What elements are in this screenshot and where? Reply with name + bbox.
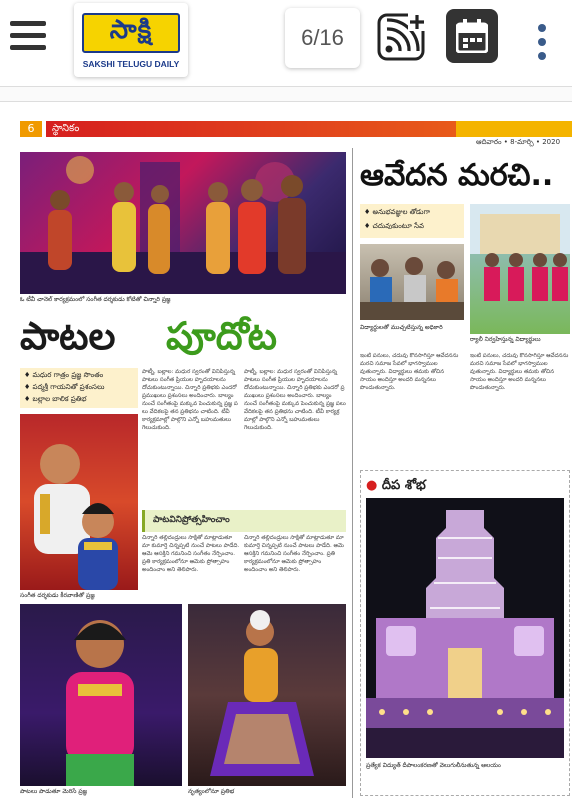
subheading-text: పాటవినిప్రోత్సహించాం: [153, 515, 230, 525]
logo-subtitle: SAKSHI TELUGU DAILY: [82, 59, 180, 69]
headline-part2: పూదోట: [166, 314, 277, 358]
dance-photo[interactable]: [188, 604, 346, 786]
subheading-box: [142, 510, 346, 532]
temple-photo[interactable]: [366, 498, 564, 758]
right-bullet-1: ♦ అనుభవజ్ఞుల తోడుగా: [364, 208, 431, 216]
body-paragraph-col2: చిన్నారి తల్లిదండ్రులు సాక్షితో మాట్లాడుతూ మా కుమార్తె చిన్నప్పటి నుంచే పాటలు పాడేది. ఆమె ఆసక్తిని గమనించి సంగీతం నేర్పించాం. ప్రతి కార్యక్రమంలోనూ ఆమెకు ప్రోత్సాహం అందించాం అని తెలిపారు.: [244, 535, 344, 573]
column-divider: [352, 148, 353, 798]
date-line: ఆదివారం • 8-మార్చి • 2020: [476, 138, 561, 146]
right-bullet-2: ♦ చదువుకుంటూ సేవ: [364, 222, 424, 230]
headline-part1: పాటల: [20, 314, 116, 358]
page-number: 6: [20, 121, 42, 137]
logo-text: సాక్షి: [109, 15, 153, 45]
right-paragraph-col1: ఇంటి పనులు, చదువు కొనసాగిస్తూ ఆవేదనను మరచి సమాజ సేవలో భాగస్వాములవుతున్నారు. విద్యార్థులు తమకు తోచిన సాయం అందిస్తూ అందరి మన్ననలు పొందుతున్నారు.: [360, 353, 459, 391]
deepa-section-title: ● దీప శోభ: [366, 478, 426, 493]
sakshi-logo[interactable]: [74, 3, 188, 77]
bullets-box: [20, 368, 138, 408]
stage-photo[interactable]: [20, 152, 346, 294]
singing-photo-caption: పాటలు పాడుతూ మెరిసే ప్రజ్ఞ: [20, 788, 88, 795]
logo-plate: [82, 13, 180, 53]
epaper-page[interactable]: [16, 118, 572, 800]
deepa-title-text: దీప శోభ: [381, 478, 426, 493]
calendar-icon[interactable]: [446, 9, 498, 63]
composer-photo[interactable]: [20, 414, 138, 590]
section-title: స్థానికం: [52, 123, 80, 134]
bullet-2: ♦ పద్మశ్రీ గాయనితో ప్రశంసలు: [24, 383, 105, 391]
lead-paragraph-col2: పాట్నీ, బల్లాల: మధుర స్వరంతో వినిపిస్తున్న పాటలు సంగీత ప్రియుల హృదయాలను దోచుకుంటున్నాయి. చిన్నారి ప్రతిభకు ఎందరో ప్రముఖులు ప్రశంసలు అందించారు. బాల్యం నుంచే సంగీతంపై మక్కువ పెంచుకున్న ప్రజ్ఞ పలు వేదికలపై తన ప్రతిభను చాటింది. టీవీ కార్యక్రమాల్లో పాల్గొని ఎన్నో బహుమతులు గెలుచుకుంది.: [244, 369, 346, 431]
bullet-3: ♦ బల్లాల బాలిక ప్రతిభ: [24, 395, 87, 403]
app-header: [0, 0, 572, 82]
temple-photo-caption: ప్రత్యేక విద్యుత్ దీపాలంకరణతో వెలుగులీనుతున్న ఆలయం: [366, 762, 501, 769]
page-header-band: [16, 118, 572, 140]
body-paragraph-col1: చిన్నారి తల్లిదండ్రులు సాక్షితో మాట్లాడుతూ మా కుమార్తె చిన్నప్పటి నుంచే పాటలు పాడేది. ఆమె ఆసక్తిని గమనించి సంగీతం నేర్పించాం. ప్రతి కార్యక్రమంలోనూ ఆమెకు ప్రోత్సాహం అందించాం అని తెలిపారు.: [142, 535, 240, 573]
lead-paragraph-col1: పాట్నీ, బల్లాల: మధుర స్వరంతో వినిపిస్తున్న పాటలు సంగీత ప్రియుల హృదయాలను దోచుకుంటున్నాయి. చిన్నారి ప్రతిభకు ఎందరో ప్రముఖులు ప్రశంసలు అందించారు. బాల్యం నుంచే సంగీతంపై మక్కువ పెంచుకున్న ప్రజ్ఞ పలు వేదికలపై తన ప్రతిభను చాటింది. టీవీ కార్యక్రమాల్లో పాల్గొని ఎన్నో బహుమతులు గెలుచుకుంది.: [142, 369, 238, 431]
rally-photo[interactable]: [470, 204, 570, 334]
students-photo-caption: విద్యార్థులతో ముచ్చటిస్తున్న అధికారి: [360, 324, 443, 331]
right-paragraph-col2: ఇంటి పనులు, చదువు కొనసాగిస్తూ ఆవేదనను మరచి సమాజ సేవలో భాగస్వాములవుతున్నారు. విద్యార్థులు తమకు తోచిన సాయం అందిస్తూ అందరి మన్ననలు పొందుతున్నారు.: [470, 353, 569, 391]
header-yellow-bar: [456, 121, 572, 137]
right-bullets-box: [360, 204, 464, 238]
stage-photo-caption: ఓ టీవీ చానెల్‌ కార్యక్రమంలో సంగీత దర్శకుడు కోటితో చిన్నారి ప్రజ్ఞ: [20, 296, 171, 303]
page-indicator[interactable]: 6/16: [285, 8, 360, 68]
hamburger-menu-icon[interactable]: [10, 21, 46, 51]
vertical-dots-icon[interactable]: [536, 24, 548, 62]
composer-photo-caption: సంగీత దర్శకుడు కీరవాణితో ప్రజ్ఞ: [20, 592, 95, 599]
toolbar-strip: [0, 86, 572, 102]
dance-photo-caption: నృత్యంలోనూ ప్రతిభ: [188, 788, 235, 795]
right-headline: ఆవేదన మరచి..: [360, 158, 554, 193]
section-bar: [46, 121, 456, 137]
rss-add-icon[interactable]: [376, 9, 428, 63]
rally-photo-caption: ర్యాలీ నిర్వహిస్తున్న విద్యార్థులు: [470, 336, 541, 343]
singing-photo[interactable]: [20, 604, 182, 786]
bullet-1: ♦ మధుర గాత్రం ప్రజ్ఞ సొంతం: [24, 371, 104, 379]
students-photo[interactable]: [360, 244, 464, 320]
